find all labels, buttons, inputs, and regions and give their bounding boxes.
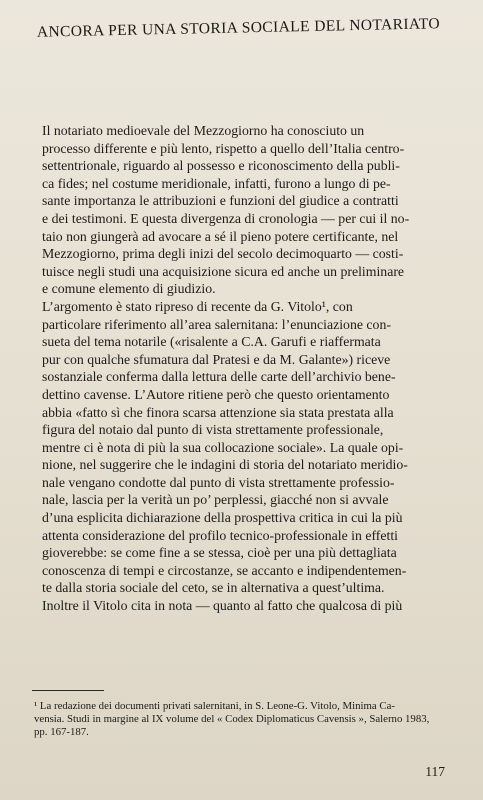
body-line: settentrionale, riguardo al possesso e riconoscimento della publi- [42,158,400,174]
body-line: abbia «fatto sì che finora scarsa attenzione sia stata prestata alla [42,404,394,420]
body-line: sueta del tema notarile («risalente a C.A. Garufi e riaffermata [42,334,381,350]
body-line: d’una esplicita dichiarazione della prospettiva critica in cui la più [42,510,403,526]
body-line: mentre ci è nota di più la sua collocazione sociale». La quale opi- [42,439,404,455]
page-number: 117 [425,764,445,779]
body-line: nale vengano condotte dal punto di vista strettamente professio- [42,474,395,490]
footnote-divider [32,690,104,691]
running-header: ANCORA PER UNA STORIA SOCIALE DEL NOTARIATO [36,15,441,41]
body-line: sostanziale conferma dalla lettura delle carte dell’archivio bene- [42,369,396,385]
body-line: taio non giungerà ad avocare a sé il pieno potere certificante, nel [42,228,399,244]
body-line: figura del notaio dal punto di vista strettamente professionale, [42,422,384,438]
body-line: sante importanza le attribuzioni e funzioni del giudice a contratti [42,193,399,209]
body-line: processo differente e più lento, rispetto a quello dell’Italia centro- [42,140,405,156]
body-line: e comune elemento di giudizio. [42,281,216,297]
footnote-line: vensia. Studi in margine al IX volume del « Codex Diplomaticus Cavensis », Salerno 1983, [34,713,430,725]
paragraph-1 [24,122,453,298]
body-line: L’argomento è stato ripreso di recente da G. Vitolo¹, con [42,298,353,314]
body-text [24,122,453,615]
body-line: nione, nel suggerire che le indagini di storia del notariato meridio- [42,457,408,473]
footnote [34,700,455,739]
body-line: gioverebbe: se come fine a se stessa, cioè per una più dettagliata [42,545,397,561]
body-line: Inoltre il Vitolo cita in nota — quanto al fatto che qualcosa di più [42,598,403,614]
body-line: conoscenza di tempi e circostanze, se accanto e indipendentemen- [42,562,407,578]
body-line: dettino cavense. L’Autore ritiene però che questo orientamento [42,386,390,402]
body-line: attenta considerazione del profilo tecnico-professionale in effetti [42,527,399,543]
body-line: Il notariato medioevale del Mezzogiorno ha conosciuto un [42,123,365,138]
body-line: te dalla storia sociale del ceto, se in alternativa a quest’ultima. [42,580,385,596]
footnote-line: pp. 167-187. [34,726,89,738]
body-line: Mezzogiorno, prima degli inizi del secolo decimoquarto — costi- [42,246,404,262]
footnote-line: ¹ La redazione dei documenti privati salernitani, in S. Leone-G. Vitolo, Minima Ca- [34,700,395,712]
body-line: pur con qualche sfumatura dal Pratesi e da M. Galante») riceve [42,351,391,367]
body-line: e dei testimoni. E questa divergenza di cronologia — per cui il no- [42,210,410,226]
body-line: nale, lascia per la verità un po’ perplessi, giacché non si avvale [42,492,389,508]
paragraph-2 [24,298,453,615]
body-line: tuisce negli studi una acquisizione sicura ed anche un preliminare [42,263,405,279]
body-line: particolare riferimento all’area salernitana: l’enunciazione con- [42,316,391,332]
body-line: ca fides; nel costume meridionale, infatti, furono a lungo di pe- [42,175,391,191]
